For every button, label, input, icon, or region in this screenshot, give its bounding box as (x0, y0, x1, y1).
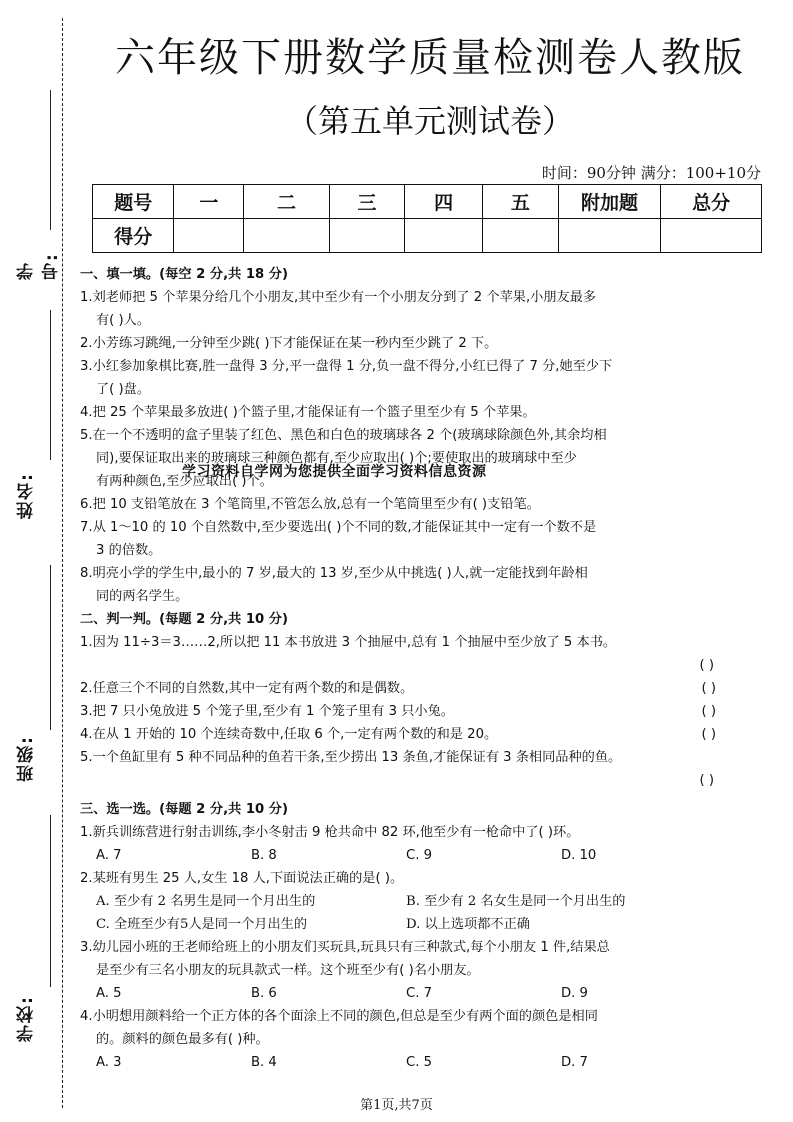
score-table (92, 184, 762, 253)
choose-q2: 2.某班有男生 25 人,女生 18 人,下面说法正确的是( )。 (80, 871, 404, 886)
header-cell-3: 三 (329, 185, 405, 219)
fill-q4: 4.把 25 个苹果最多放进( )个篮子里,才能保证有一个篮子里至少有 5 个苹果。 (80, 405, 536, 420)
page-title: 六年级下册数学质量检测卷人教版 (115, 35, 745, 81)
choose-q2-option-c[interactable]: C. 全班至少有5人是同一个月出生的 (96, 917, 308, 932)
school-field (14, 815, 54, 1045)
header-cell-5: 五 (482, 185, 558, 219)
name-label: 姓名: (17, 472, 37, 519)
fill-q5-line3: 有两种颜色,至少应取出( )个。 (96, 474, 273, 489)
judge-q5: 5.一个鱼缸里有 5 种不同品种的鱼若干条,至少捞出 13 条鱼,才能保证有 3 条相同品种的鱼。 (80, 750, 622, 765)
judge-q3: 3.把 7 只小兔放进 5 个笼子里,至少有 1 个笼子里有 3 只小兔。 (80, 704, 454, 719)
fill-q7-line1: 7.从 1～10 的 10 个自然数中,至少要选出( )个不同的数,才能保证其中一定有一个数不是 (80, 520, 597, 535)
score-cell[interactable] (482, 219, 558, 253)
school-line[interactable] (50, 815, 51, 987)
choose-q3-option-c[interactable]: C. 7 (406, 986, 432, 1001)
choose-q4-options (80, 1051, 716, 1074)
choose-q2-option-d[interactable]: D. 以上选项都不正确 (406, 917, 530, 932)
choose-q3-option-d[interactable]: D. 9 (561, 986, 588, 1001)
judge-q1: 1.因为 11÷3＝3……2,所以把 11 本书放进 3 个抽屉中,总有 1 个抽屉中至少放了 5 本书。 (80, 635, 617, 650)
score-cell[interactable] (405, 219, 483, 253)
choose-q3-option-b[interactable]: B. 6 (251, 986, 277, 1001)
choose-q2-option-b[interactable]: B. 至少有 2 名女生是同一个月出生的 (406, 894, 626, 909)
fill-q3-line1: 3.小红参加象棋比赛,胜一盘得 3 分,平一盘得 1 分,负一盘不得分,小红已得了 7 分,她至少下 (80, 359, 613, 374)
judge-q1-answer-paren[interactable]: ( ) (699, 658, 714, 673)
judge-q2-row (80, 677, 716, 700)
school-label: 学校: (17, 995, 37, 1042)
choose-q1-option-c[interactable]: C. 9 (406, 848, 432, 863)
page-subtitle: （第五单元测试卷） (285, 102, 574, 140)
choose-q1-option-b[interactable]: B. 8 (251, 848, 277, 863)
score-cell[interactable] (244, 219, 329, 253)
name-line[interactable] (50, 310, 51, 460)
score-cell[interactable] (661, 219, 762, 253)
score-table-score-row (93, 219, 762, 253)
choose-q3-line2: 是至少有三名小朋友的玩具款式一样。这个班至少有( )名小朋友。 (96, 963, 480, 978)
header-cell-2: 二 (244, 185, 329, 219)
choose-q4-option-d[interactable]: D. 7 (561, 1055, 588, 1070)
judge-q4-answer-paren[interactable]: ( ) (701, 727, 716, 742)
section-judge-title: 二、判一判。(每题 2 分,共 10 分) (80, 612, 289, 627)
watermark-text: 学习资料自学网为您提供全面学习资料信息资源 (182, 464, 487, 480)
choose-q1-options (80, 844, 716, 867)
choose-q2-options-row1 (80, 890, 716, 913)
exam-content (80, 263, 716, 1074)
header-cell-4: 四 (405, 185, 483, 219)
choose-q4-line2: 的。颜料的颜色最多有( )种。 (96, 1032, 269, 1047)
fill-q6: 6.把 10 支铅笔放在 3 个笔筒里,不管怎么放,总有一个笔筒里至少有( )支铅笔。 (80, 497, 540, 512)
fill-q8-line1: 8.明亮小学的学生中,最小的 7 岁,最大的 13 岁,至少从中挑选( )人,就一定能找到年龄相 (80, 566, 588, 581)
fill-q3-line2: 了( )盘。 (96, 382, 151, 397)
choose-q4-option-a[interactable]: A. 3 (96, 1055, 122, 1070)
score-cell[interactable] (174, 219, 244, 253)
binding-dashed-line (62, 18, 63, 1108)
section-choose-title: 三、选一选。(每题 2 分,共 10 分) (80, 802, 289, 817)
choose-q1-option-a[interactable]: A. 7 (96, 848, 122, 863)
judge-q5-answer-paren[interactable]: ( ) (699, 773, 714, 788)
header-cell-total: 总分 (661, 185, 762, 219)
fill-q8-line2: 同的两名学生。 (96, 589, 189, 604)
choose-q3-option-a[interactable]: A. 5 (96, 986, 122, 1001)
fill-q1-line1: 1.刘老师把 5 个苹果分给几个小朋友,其中至少有一个小朋友分到了 2 个苹果,小朋友最多 (80, 290, 597, 305)
header-cell-1: 一 (174, 185, 244, 219)
class-field (14, 565, 54, 785)
choose-q3-line1: 3.幼儿园小班的王老师给班上的小朋友们买玩具,玩具只有三种款式,每个小朋友 1 件,结果总 (80, 940, 610, 955)
choose-q4-option-c[interactable]: C. 5 (406, 1055, 432, 1070)
choose-q1: 1.新兵训练营进行射击训练,李小冬射击 9 枪共命中 82 环,他至少有一枪命中了( )环。 (80, 825, 580, 840)
section-fill-title: 一、填一填。(每空 2 分,共 18 分) (80, 267, 289, 282)
score-table-header-row (93, 185, 762, 219)
score-cell[interactable] (558, 219, 661, 253)
time-info: 时间：90分钟 满分：100+10分 (541, 164, 761, 182)
judge-q4: 4.在从 1 开始的 10 个连续奇数中,任取 6 个,一定有两个数的和是 20。 (80, 727, 498, 742)
fill-q5-line1: 5.在一个不透明的盒子里装了红色、黑色和白色的玻璃球各 2 个(玻璃球除颜色外,其余均相 (80, 428, 607, 443)
header-cell-bonus: 附加题 (558, 185, 661, 219)
choose-q3-options (80, 982, 716, 1005)
judge-q3-answer-paren[interactable]: ( ) (701, 704, 716, 719)
score-label-cell: 得分 (93, 219, 174, 253)
class-line[interactable] (50, 565, 51, 730)
fill-q7-line2: 3 的倍数。 (96, 543, 162, 558)
choose-q2-options-row2 (80, 913, 716, 936)
name-field (14, 310, 54, 520)
fill-q5-line2: 同),要保证取出来的玻璃球三种颜色都有,至少应取出( )个;要使取出的玻璃球中至少 (96, 451, 577, 466)
page-footer: 第1页,共7页 (360, 1098, 433, 1113)
student-id-label: 学号: (17, 252, 62, 280)
judge-q2-answer-paren[interactable]: ( ) (701, 681, 716, 696)
choose-q2-option-a[interactable]: A. 至少有 2 名男生是同一个月出生的 (96, 894, 316, 909)
choose-q4-option-b[interactable]: B. 4 (251, 1055, 277, 1070)
judge-q4-row (80, 723, 716, 746)
fill-q2: 2.小芳练习跳绳,一分钟至少跳( )下才能保证在某一秒内至少跳了 2 下。 (80, 336, 498, 351)
student-id-field (14, 90, 62, 280)
score-cell[interactable] (329, 219, 405, 253)
choose-q4-line1: 4.小明想用颜料给一个正方体的各个面涂上不同的颜色,但总是至少有两个面的颜色是相同 (80, 1009, 598, 1024)
choose-q1-option-d[interactable]: D. 10 (561, 848, 597, 863)
judge-q3-row (80, 700, 716, 723)
header-cell-question-number: 题号 (93, 185, 174, 219)
student-id-line[interactable] (50, 90, 51, 230)
class-label: 班级: (17, 735, 37, 782)
judge-q2: 2.任意三个不同的自然数,其中一定有两个数的和是偶数。 (80, 681, 414, 696)
fill-q1-line2: 有( )人。 (96, 313, 151, 328)
